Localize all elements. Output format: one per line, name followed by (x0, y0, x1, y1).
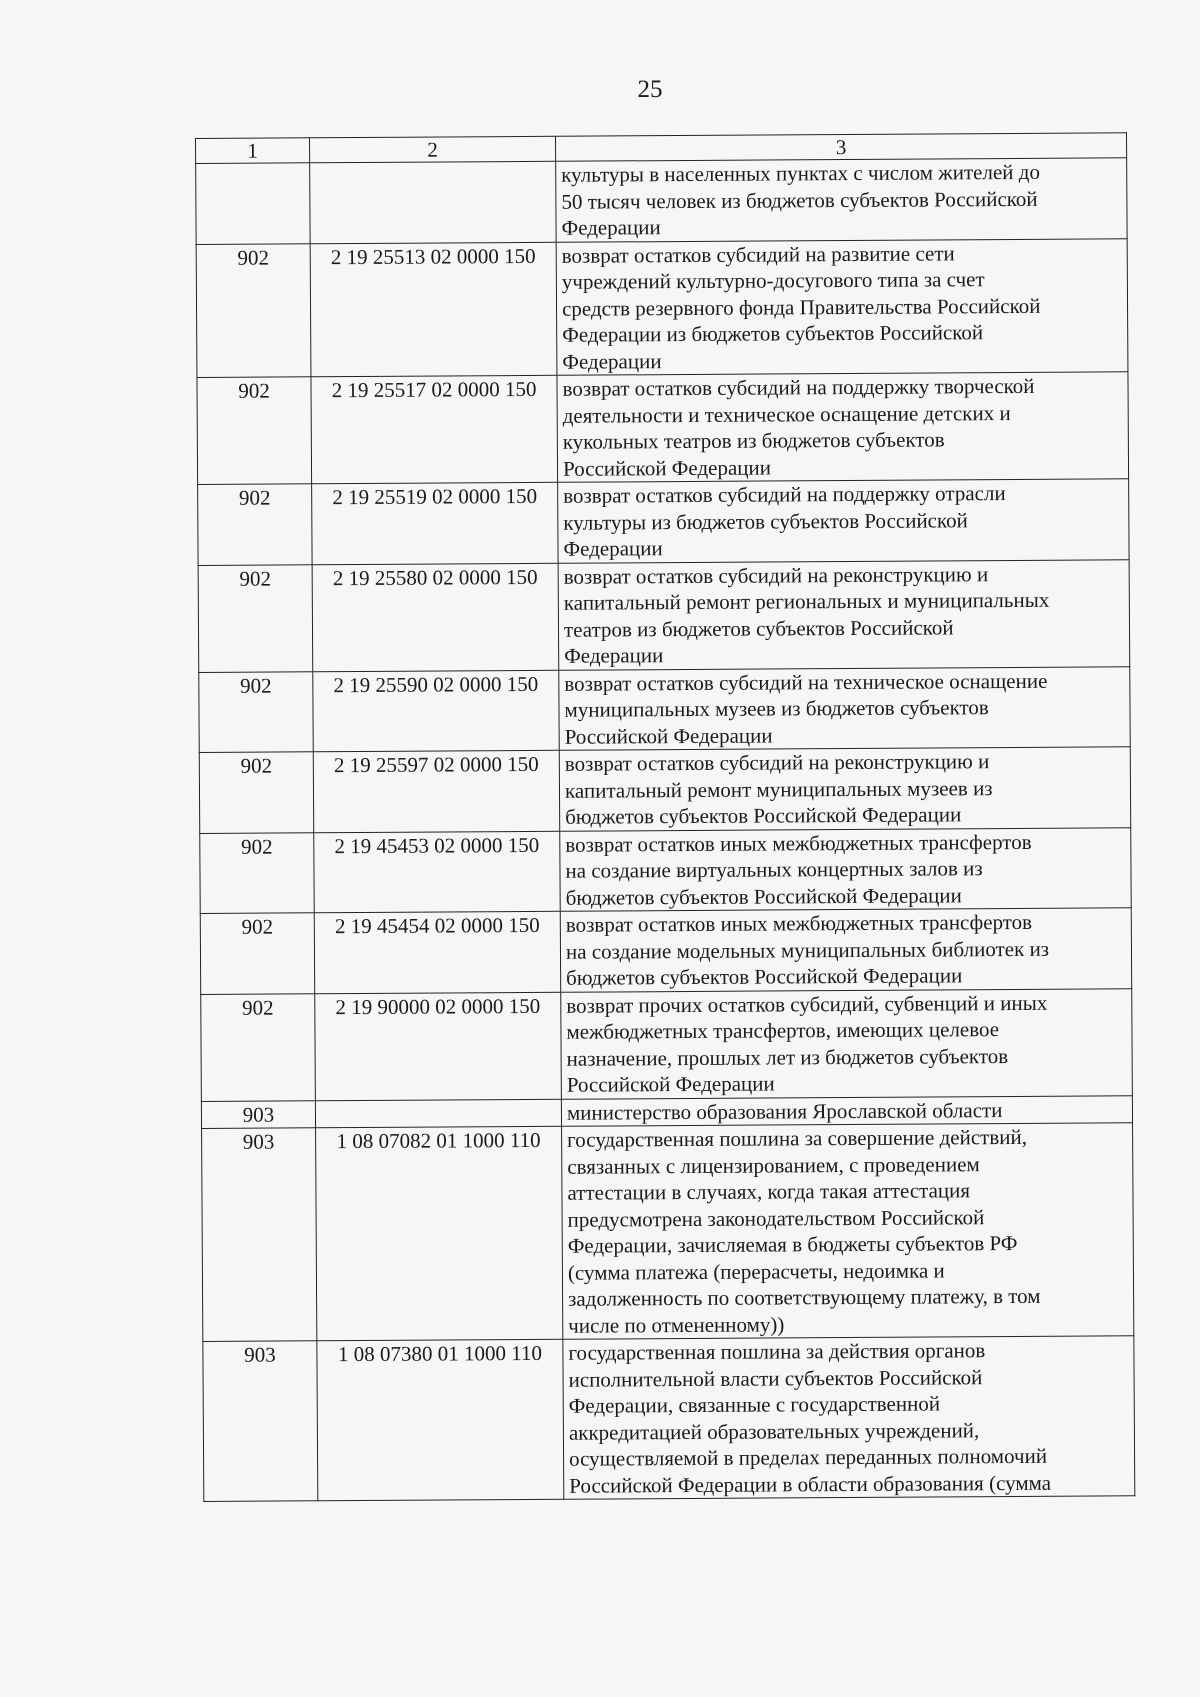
revenue-code-cell: 2 19 45454 02 0000 150 (314, 911, 560, 993)
revenue-code-cell: 2 19 25590 02 0000 150 (313, 670, 559, 752)
admin-code-cell: 903 (201, 1100, 315, 1128)
revenue-code-cell (310, 161, 556, 243)
description-cell: возврат остатков субсидий на реконструкцию и капитальный ремонт региональных и муниципальных театров из бюджетов субъектов Российской Федерации (558, 559, 1130, 669)
description-cell: государственная пошлина за совершение действий, связанных с лицензированием, с проведением аттестации в случаях, когда такая аттестация предусмотрена законодательством Российской Федерации, зачисляемая в бюджеты субъектов РФ (сумма платежа (перерасчеты, недоимка и задолженность по соответствующему платежу, в том числе по отмененному)) (562, 1123, 1134, 1339)
revenue-code-cell: 2 19 25597 02 0000 150 (313, 750, 559, 832)
admin-code-cell: 903 (203, 1341, 318, 1502)
table-row (199, 666, 1130, 752)
admin-code-cell: 902 (199, 752, 313, 833)
column-header-2: 2 (310, 136, 556, 163)
revenue-codes-table (195, 132, 1135, 1502)
admin-code-cell: 902 (198, 484, 312, 565)
admin-code-cell: 903 (202, 1128, 317, 1342)
admin-code-cell: 902 (200, 832, 314, 913)
revenue-code-cell: 2 19 25513 02 0000 150 (310, 242, 557, 377)
description-cell: возврат прочих остатков субсидий, субвенций и иных межбюджетных трансфертов, имеющих целевое назначение, прошлых лет из бюджетов субъектов Российской Федерации (561, 988, 1133, 1098)
description-cell: возврат остатков субсидий на поддержку творческой деятельности и техническое оснащение детских и кукольных театров из бюджетов субъектов Российской Федерации (557, 372, 1129, 482)
admin-code-cell: 902 (197, 377, 312, 485)
description-cell: возврат остатков субсидий на поддержку отрасли культуры из бюджетов субъектов Российской Федерации (558, 479, 1129, 563)
column-header-3: 3 (555, 133, 1126, 161)
description-cell: возврат остатков иных межбюджетных трансфертов на создание виртуальных концертных залов из бюджетов субъектов Российской Федерации (560, 827, 1131, 911)
admin-code-cell (196, 163, 310, 244)
description-cell: возврат остатков субсидий на реконструкцию и капитальный ремонт муниципальных музеев из бюджетов субъектов Российской Федерации (559, 747, 1130, 831)
description-cell: возврат остатков иных межбюджетных трансфертов на создание модельных муниципальных библиотек из бюджетов субъектов Российской Федерации (560, 908, 1131, 992)
admin-code-cell: 902 (198, 564, 313, 672)
revenue-code-cell: 2 19 90000 02 0000 150 (315, 992, 562, 1101)
admin-code-cell: 902 (199, 671, 313, 752)
revenue-code-cell: 1 08 07380 01 1000 110 (317, 1339, 564, 1500)
table-row (199, 747, 1130, 833)
description-cell: культуры в населенных пунктах с числом жителей до 50 тысяч человек из бюджетов субъектов Российской Федерации (556, 158, 1127, 242)
description-cell: возврат остатков субсидий на развитие сети учреждений культурно-досугового типа за счет средств резервного фонда Правительства Российской Федерации из бюджетов субъектов Российской Федерации (556, 238, 1128, 375)
description-cell: возврат остатков субсидий на техническое оснащение муниципальных музеев из бюджетов субъектов Российской Федерации (559, 666, 1130, 750)
revenue-code-cell: 2 19 25517 02 0000 150 (311, 375, 558, 484)
table-row (200, 827, 1131, 913)
description-cell: государственная пошлина за действия органов исполнительной власти субъектов Российской Федерации, связанные с государственной аккредитацией образовательных учреждений, осуществляемой в пределах переданных полномочий Российской Федерации в области образования (сумма (563, 1336, 1135, 1499)
table-row (202, 1123, 1134, 1342)
revenue-code-cell: 2 19 25519 02 0000 150 (312, 482, 558, 564)
revenue-code-cell: 1 08 07082 01 1000 110 (316, 1126, 563, 1340)
revenue-code-cell (315, 1099, 561, 1128)
revenue-code-cell: 2 19 45453 02 0000 150 (314, 831, 560, 913)
admin-code-cell: 902 (196, 243, 311, 377)
admin-code-cell: 902 (201, 993, 316, 1101)
table-row (198, 559, 1130, 672)
table-row (196, 158, 1127, 244)
revenue-code-cell: 2 19 25580 02 0000 150 (312, 563, 559, 672)
table-row (196, 238, 1128, 377)
admin-code-cell: 902 (200, 913, 314, 994)
table-row (197, 372, 1129, 485)
description-cell: министерство образования Ярославской области (561, 1095, 1132, 1126)
column-header-1: 1 (196, 138, 310, 164)
table-row (198, 479, 1129, 565)
table-row (200, 908, 1131, 994)
table-row (201, 988, 1133, 1101)
table-row (203, 1336, 1135, 1502)
page-number: 25 (637, 76, 663, 103)
